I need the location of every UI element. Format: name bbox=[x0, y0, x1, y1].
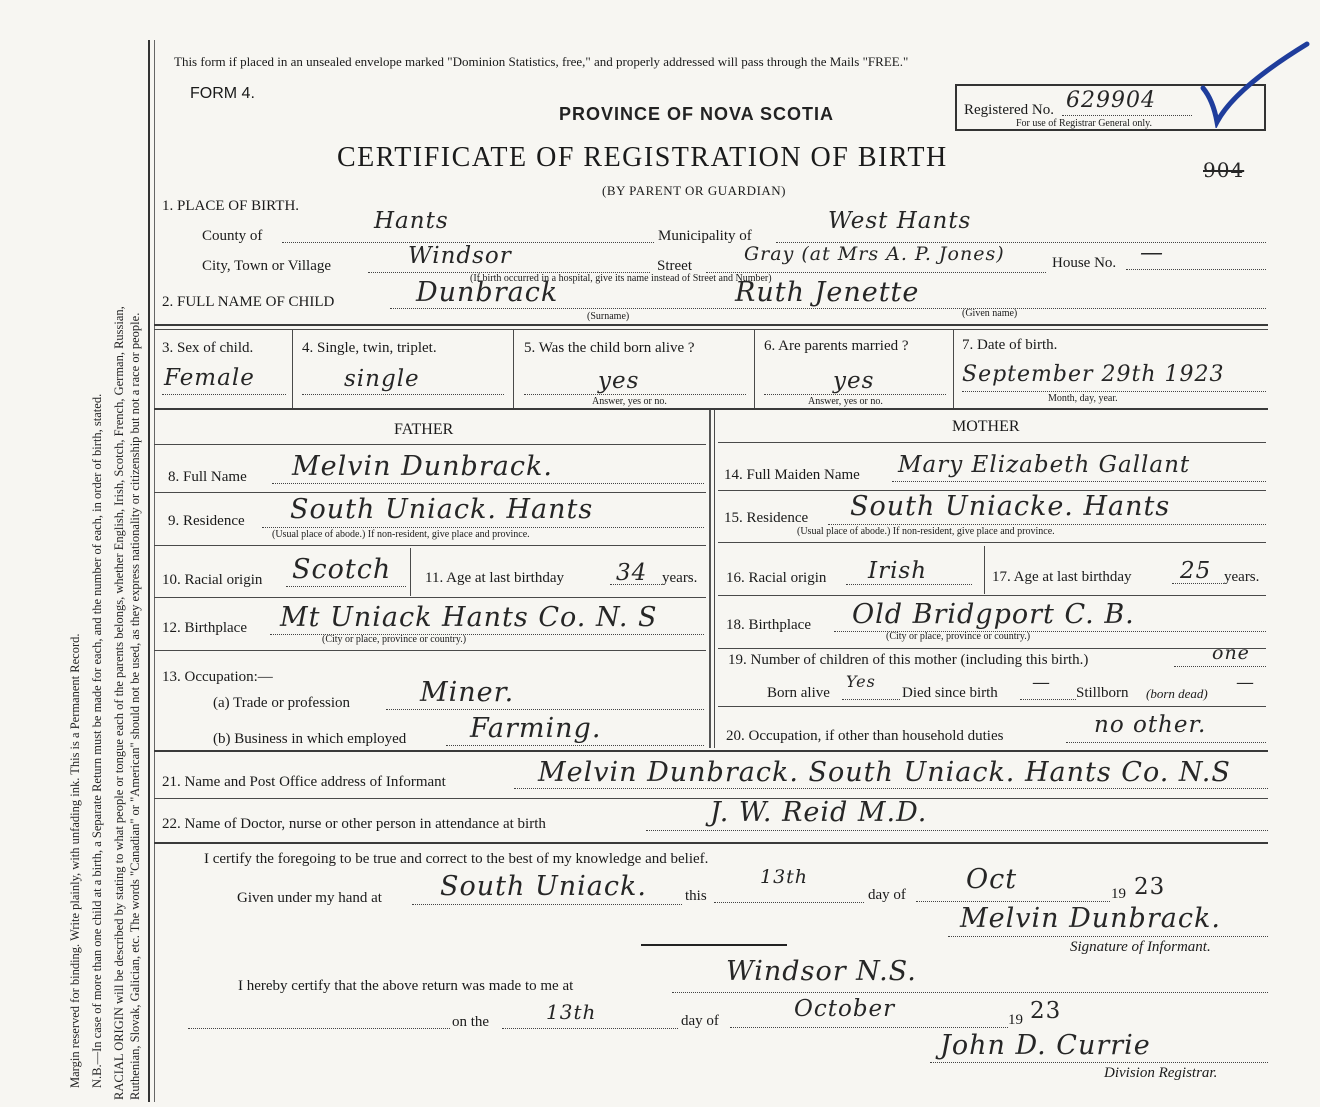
died-since-birth-label: Died since birth bbox=[902, 685, 998, 701]
registered-number-label: Registered No. bbox=[964, 102, 1054, 118]
margin-note-racial-examples: Ruthenian, Slovak, Galician, etc. The words "Canadian" or "American" should not be used, as they express nationality or citizenship but not a race or people. bbox=[128, 312, 142, 1100]
trade-line bbox=[386, 709, 704, 710]
mother-name-label: 14. Full Maiden Name bbox=[724, 467, 860, 483]
mother-age-years: years. bbox=[1224, 569, 1260, 585]
registrar-day-of-label: day of bbox=[681, 1013, 719, 1029]
parents-divider-b bbox=[714, 410, 715, 748]
father-row-10-line bbox=[154, 597, 706, 598]
mother-name-value: Mary Elizabeth Gallant bbox=[898, 452, 1191, 478]
county-label: County of bbox=[202, 228, 263, 244]
hospital-note: (If birth occurred in a hospital, give its name instead of Street and Number) bbox=[470, 273, 772, 284]
father-age-years: years. bbox=[662, 570, 698, 586]
col-divider-3 bbox=[292, 330, 293, 408]
father-name-value: Melvin Dunbrack. bbox=[292, 451, 553, 482]
business-label: (b) Business in which employed bbox=[213, 731, 407, 747]
registrar-signature: John D. Currie bbox=[940, 1030, 1151, 1061]
given-place-line bbox=[412, 904, 682, 905]
mother-racial-origin-label: 16. Racial origin bbox=[726, 570, 827, 586]
registrar-signature-line bbox=[930, 1062, 1268, 1063]
mother-age-value: 25 bbox=[1180, 558, 1212, 584]
cert-day-value: 13th bbox=[760, 866, 809, 888]
father-birthplace-value: Mt Uniack Hants Co. N. S bbox=[280, 602, 658, 633]
col-divider-5 bbox=[754, 330, 755, 408]
registrar-month-line bbox=[730, 1027, 1008, 1028]
given-name-note: (Given name) bbox=[962, 308, 1018, 319]
mother-row-18-line bbox=[718, 648, 1266, 649]
mother-occupation-label: 20. Occupation, if other than household duties bbox=[726, 728, 1004, 744]
registrar-day-line bbox=[502, 1028, 678, 1029]
father-racial-origin-line bbox=[286, 586, 406, 587]
married-label: 6. Are parents married ? bbox=[764, 338, 909, 354]
divider-row-2b bbox=[154, 329, 1268, 330]
cert-year-prefix: 19 bbox=[1111, 886, 1126, 902]
registrar-statement: I hereby certify that the above return was made to me at bbox=[238, 978, 574, 994]
father-name-label: 8. Full Name bbox=[168, 469, 247, 485]
mother-racial-origin-line bbox=[846, 584, 972, 585]
informant-signature-label: Signature of Informant. bbox=[1070, 939, 1211, 955]
father-name-line bbox=[272, 483, 704, 484]
municipality-label: Municipality of bbox=[658, 228, 752, 244]
col-divider-6 bbox=[953, 330, 954, 408]
certification-separator bbox=[641, 944, 787, 946]
date-of-birth-value: September 29th 1923 bbox=[962, 362, 1225, 387]
father-residence-line bbox=[262, 527, 704, 528]
registrar-general-note: For use of Registrar General only. bbox=[1016, 118, 1152, 129]
informant-line bbox=[514, 788, 1268, 789]
mother-residence-value: South Uniacke. Hants bbox=[850, 491, 1171, 522]
mother-heading: MOTHER bbox=[952, 418, 1020, 435]
mother-occupation-line bbox=[1066, 742, 1266, 743]
father-age-divider bbox=[410, 548, 411, 596]
born-alive-value: yes bbox=[598, 368, 640, 394]
divider-row-informant bbox=[154, 750, 1268, 752]
father-birthplace-note: (City or place, province or country.) bbox=[322, 634, 467, 645]
child-name-label: 2. FULL NAME OF CHILD bbox=[162, 294, 335, 310]
divider-row-2 bbox=[154, 324, 1268, 326]
informant-signature-line bbox=[948, 936, 1268, 937]
sex-value: Female bbox=[164, 365, 255, 391]
doctor-label: 22. Name of Doctor, nurse or other person in attendance at birth bbox=[162, 816, 546, 832]
married-value: yes bbox=[833, 368, 875, 394]
cert-day-of-label: day of bbox=[868, 887, 906, 903]
divider-row-certification bbox=[154, 842, 1268, 844]
children-count-line bbox=[1174, 666, 1266, 667]
registrar-year-prefix: 19 bbox=[1008, 1012, 1023, 1028]
multiple-birth-label: 4. Single, twin, triplet. bbox=[302, 340, 437, 356]
mother-birthplace-value: Old Bridgport C. B. bbox=[852, 599, 1135, 630]
cert-month-line bbox=[916, 901, 1110, 902]
mother-residence-label: 15. Residence bbox=[724, 510, 809, 526]
registered-number-underline bbox=[1062, 115, 1192, 116]
binding-margin-line bbox=[148, 40, 150, 1102]
died-since-birth-line bbox=[1020, 699, 1076, 700]
died-since-birth-value: — bbox=[1032, 672, 1051, 693]
registrar-pre-line bbox=[188, 1028, 450, 1029]
certificate-title: CERTIFICATE OF REGISTRATION OF BIRTH bbox=[337, 142, 948, 173]
mother-residence-note: (Usual place of abode.) If non-resident, give place and province. bbox=[797, 526, 1055, 537]
father-row-12-line bbox=[154, 650, 706, 651]
married-note: Answer, yes or no. bbox=[808, 396, 883, 407]
mother-residence-line bbox=[828, 524, 1266, 525]
occupation-label: 13. Occupation:— bbox=[162, 669, 273, 685]
born-alive-count-value: Yes bbox=[846, 672, 876, 691]
on-the-label: on the bbox=[452, 1014, 490, 1030]
house-number-line bbox=[1126, 269, 1266, 270]
registrar-signature-label: Division Registrar. bbox=[1104, 1065, 1218, 1081]
father-residence-value: South Uniack. Hants bbox=[290, 494, 594, 525]
mother-row-16-line bbox=[718, 595, 1266, 596]
father-residence-note: (Usual place of abode.) If non-resident, give place and province. bbox=[272, 529, 530, 540]
place-of-birth-label: 1. PLACE OF BIRTH. bbox=[162, 198, 300, 214]
married-line bbox=[764, 394, 946, 395]
street-value: Gray (at Mrs A. P. Jones) bbox=[744, 243, 1005, 265]
mother-racial-origin-value: Irish bbox=[868, 558, 928, 584]
cert-month-value: Oct bbox=[966, 864, 1018, 895]
county-value: Hants bbox=[374, 208, 449, 234]
mother-row-15-line bbox=[718, 542, 1266, 543]
children-count-value: one bbox=[1212, 642, 1250, 664]
registrar-place-value: Windsor N.S. bbox=[726, 956, 917, 987]
margin-note-binding: Margin reserved for binding. Write plainly, with unfading ink. This is a Permanent Record. bbox=[68, 633, 82, 1088]
registrar-place-line bbox=[672, 992, 1268, 993]
stillborn-label: Stillborn bbox=[1076, 685, 1129, 701]
business-line bbox=[446, 745, 704, 746]
given-under-hand-label: Given under my hand at bbox=[237, 890, 382, 906]
date-of-birth-note: Month, day, year. bbox=[1048, 393, 1118, 404]
born-alive-label: 5. Was the child born alive ? bbox=[524, 340, 695, 356]
binding-margin-line-inner bbox=[154, 40, 155, 1102]
date-of-birth-label: 7. Date of birth. bbox=[962, 337, 1058, 353]
father-birthplace-label: 12. Birthplace bbox=[162, 620, 247, 636]
col-divider-4 bbox=[513, 330, 514, 408]
municipality-value: West Hants bbox=[828, 208, 972, 234]
certification-statement: I certify the foregoing to be true and correct to the best of my knowledge and belief. bbox=[204, 851, 709, 867]
margin-note-multiple-births: N.B.—In case of more than one child at a birth, a Separate Return must be made for each, and the number of each, in order of birth, stated. bbox=[90, 393, 104, 1088]
surname-note: (Surname) bbox=[587, 311, 630, 322]
sex-label: 3. Sex of child. bbox=[162, 340, 254, 356]
sex-line bbox=[162, 394, 286, 395]
mother-birthplace-label: 18. Birthplace bbox=[726, 617, 811, 633]
cert-year-value: 23 bbox=[1134, 874, 1166, 900]
divider-row-3 bbox=[154, 408, 1268, 410]
registrar-month-value: October bbox=[794, 996, 896, 1022]
trade-label: (a) Trade or profession bbox=[213, 695, 351, 711]
mother-age-divider bbox=[984, 546, 985, 594]
cert-day-line bbox=[714, 902, 864, 903]
doctor-line bbox=[646, 830, 1268, 831]
house-number-value: — bbox=[1140, 240, 1164, 266]
registered-number-value: 629904 bbox=[1066, 88, 1156, 113]
father-heading-line bbox=[154, 444, 706, 445]
city-value: Windsor bbox=[408, 243, 512, 269]
struck-number: 904 bbox=[1203, 158, 1245, 182]
trade-value: Miner. bbox=[420, 677, 515, 708]
child-surname-value: Dunbrack bbox=[416, 277, 559, 308]
informant-label: 21. Name and Post Office address of Informant bbox=[162, 774, 446, 790]
registrar-day-value: 13th bbox=[546, 1000, 597, 1024]
mail-notice: This form if placed in an unsealed envelope marked "Dominion Statistics, free," and properly addressed will pass through the Mails "FREE." bbox=[174, 54, 909, 69]
mother-name-line bbox=[892, 481, 1266, 482]
province-heading: PROVINCE OF NOVA SCOTIA bbox=[559, 104, 835, 124]
date-of-birth-line bbox=[962, 391, 1266, 392]
given-place-value: South Uniack. bbox=[440, 871, 647, 902]
informant-value: Melvin Dunbrack. South Uniack. Hants Co. N.S bbox=[538, 757, 1231, 788]
child-name-line bbox=[390, 308, 1266, 309]
certificate-subtitle: (BY PARENT OR GUARDIAN) bbox=[602, 183, 787, 198]
father-age-label: 11. Age at last birthday bbox=[425, 570, 564, 586]
father-racial-origin-value: Scotch bbox=[292, 554, 392, 585]
this-label: this bbox=[685, 888, 707, 904]
informant-signature: Melvin Dunbrack. bbox=[960, 903, 1221, 934]
form-number: FORM 4. bbox=[190, 85, 255, 102]
born-alive-count-line bbox=[842, 699, 900, 700]
father-heading: FATHER bbox=[394, 421, 454, 438]
child-given-name-value: Ruth Jenette bbox=[735, 277, 920, 308]
parents-divider bbox=[709, 410, 711, 748]
children-count-label: 19. Number of children of this mother (including this birth.) bbox=[728, 652, 1089, 668]
doctor-value: J. W. Reid M.D. bbox=[710, 797, 928, 828]
mother-heading-line bbox=[718, 442, 1266, 443]
street-label: Street bbox=[657, 258, 692, 274]
stillborn-value: — bbox=[1236, 672, 1255, 693]
city-label: City, Town or Village bbox=[202, 258, 332, 274]
stillborn-note: (born dead) bbox=[1146, 686, 1208, 701]
father-age-value: 34 bbox=[616, 560, 648, 586]
checkmark-icon bbox=[1195, 38, 1315, 128]
father-racial-origin-label: 10. Racial origin bbox=[162, 572, 263, 588]
multiple-birth-line bbox=[302, 394, 504, 395]
mother-occupation-value: no other. bbox=[1094, 712, 1207, 738]
mother-row-19-line bbox=[718, 706, 1266, 707]
margin-note-racial-origin: RACIAL ORIGIN will be described by stating to what people or tongue each of the parents belongs, whether English, Irish, Scotch, French, German, Russian, bbox=[112, 306, 126, 1100]
business-value: Farming. bbox=[470, 713, 602, 744]
mother-birthplace-note: (City or place, province or country.) bbox=[886, 631, 1031, 642]
born-alive-count-label: Born alive bbox=[767, 685, 830, 701]
father-residence-label: 9. Residence bbox=[168, 513, 245, 529]
registrar-year-value: 23 bbox=[1030, 998, 1062, 1024]
father-row-8-line bbox=[154, 492, 706, 493]
born-alive-note: Answer, yes or no. bbox=[592, 396, 667, 407]
house-number-label: House No. bbox=[1052, 255, 1117, 271]
mother-age-label: 17. Age at last birthday bbox=[992, 569, 1132, 585]
father-row-9-line bbox=[154, 545, 706, 546]
multiple-birth-value: single bbox=[344, 366, 420, 392]
born-alive-line bbox=[524, 394, 746, 395]
